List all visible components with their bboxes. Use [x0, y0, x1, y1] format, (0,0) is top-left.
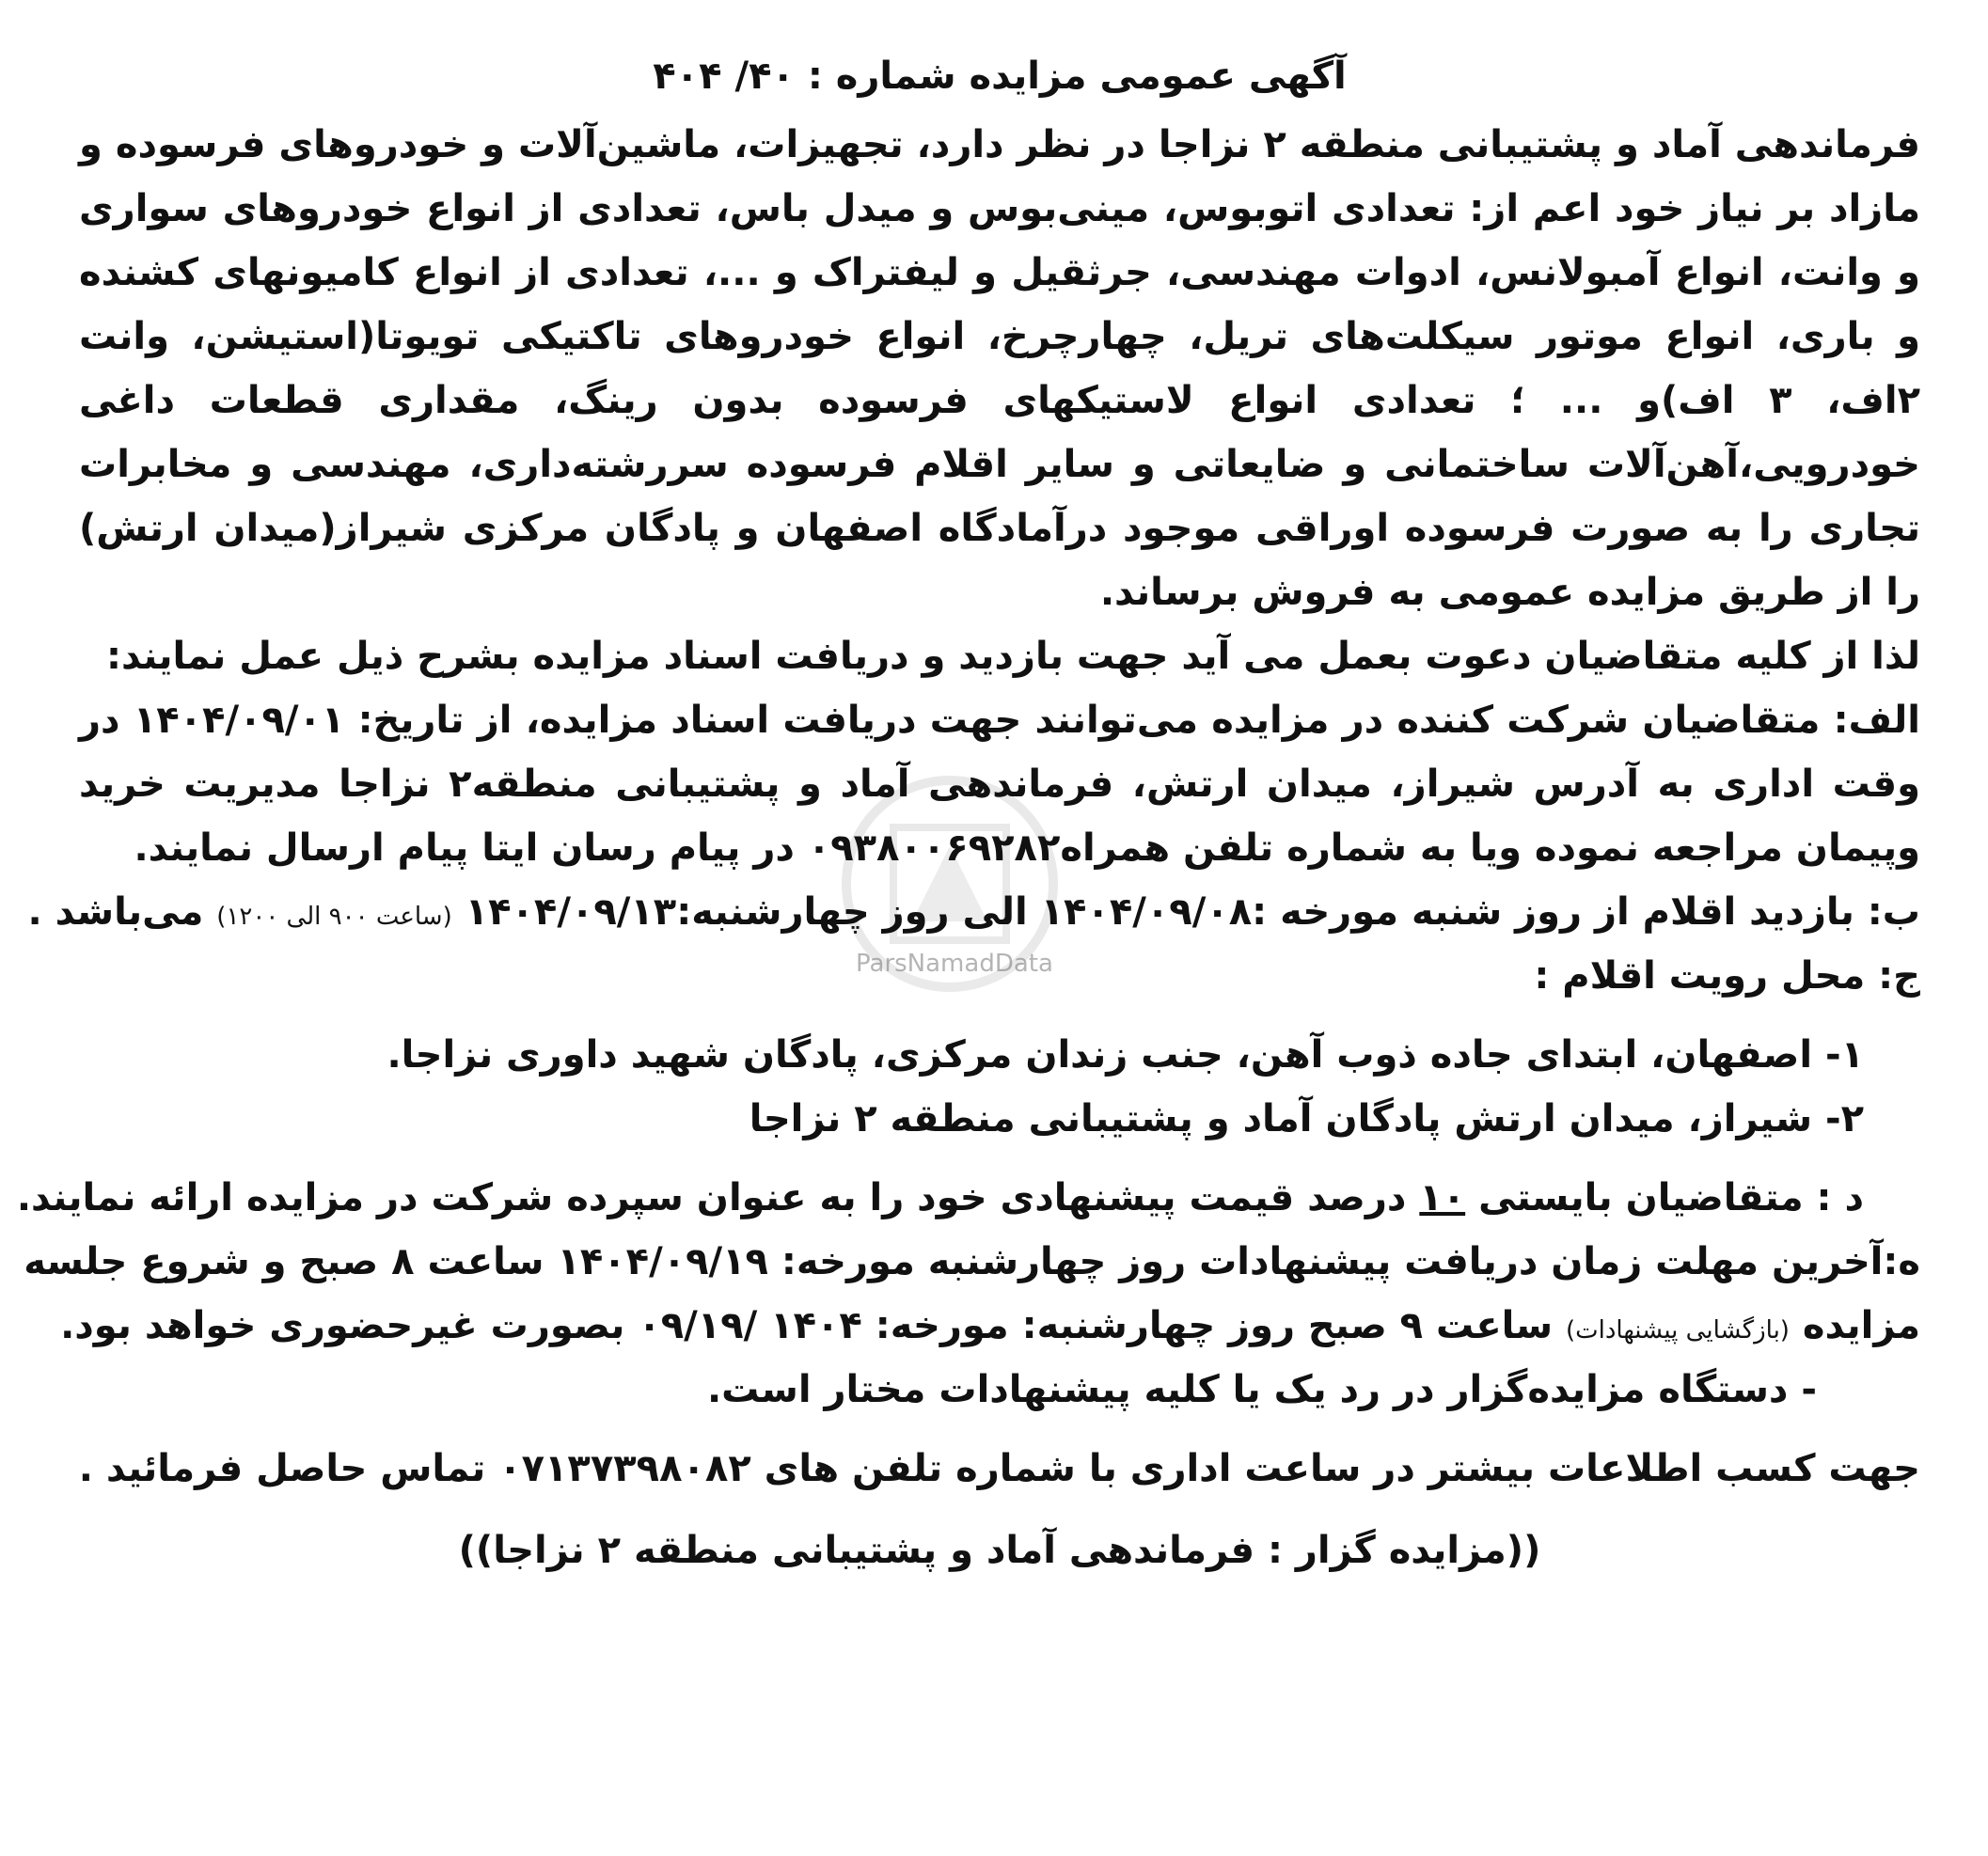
- section-alef: الف: متقاضیان شرکت کننده در مزایده می‌توانند جهت دریافت اسناد مزایده، از تاریخ: ۱۴۰۴/۰۹/۰۱ در وقت اداری به آدرس شیراز، میدان ارتش، فرماندهی آماد و پشتیبانی منطقه۲ نزاجا مدیریت خرید وپیمان مراجعه نموده ویا به شماره تلفن همراه۰۹۳۸۰۰۶۹۲۸۲ در پیام رسان ایتا پیام ارسال نمایند.: [79, 699, 1920, 870]
- rejection-note: - دستگاه مزایده‌گزار در رد یک یا کلیه پیشنهادات مختار است.: [706, 1368, 1817, 1411]
- location-2: ۲- شیراز، میدان ارتش پادگان آماد و پشتیبانی منطقه ۲ نزاجا: [749, 1097, 1864, 1140]
- section-he-line-2: [60, 1294, 1920, 1358]
- section-he-auction: مزایده: [1802, 1304, 1920, 1347]
- deposit-percent: ۱۰: [1419, 1176, 1466, 1219]
- section-be-main: ب: بازدید اقلام از روز شنبه مورخه :۱۴۰۴/۰۹/۰۸ الی روز چهارشنبه:۱۴۰۴/۰۹/۱۳: [465, 890, 1920, 934]
- section-jim-title: ج: محل رویت اقلام :: [1534, 954, 1920, 998]
- section-he-opening: (بازگشایی پیشنهادات): [1565, 1316, 1790, 1345]
- contact-info: جهت کسب اطلاعات بیشتر در ساعت اداری با شماره تلفن های ۰۷۱۳۷۳۹۸۰۸۲ تماس حاصل فرمائید .: [78, 1447, 1920, 1490]
- section-dal-post: درصد قیمت پیشنهادی خود را به عنوان سپرده شرکت در مزایده ارائه نمایند.: [16, 1176, 1407, 1219]
- location-1: ۱- اصفهان، ابتدای جاده ذوب آهن، جنب زندان مرکزی، پادگان شهید داوری نزاجا.: [387, 1033, 1864, 1077]
- invitation-line: لذا از کلیه متقاضیان دعوت بعمل می آید جهت بازدید و دریافت اسناد مزایده بشرح ذیل عمل نمایند:: [106, 635, 1920, 678]
- page-title: آگهی عمومی مزایده شماره : ۴۰/ ۴۰۴: [653, 55, 1347, 98]
- watermark-text: ParsNamadData: [856, 950, 1053, 978]
- section-be-hours: (ساعت ۹۰۰ الی ۱۲۰۰): [216, 903, 452, 931]
- auctioneer-signature: ((مزایده گزار : فرماندهی آماد و پشتیبانی منطقه ۲ نزاجا)): [458, 1529, 1541, 1572]
- section-dal: [16, 1166, 1920, 1230]
- section-he-time: ساعت ۹ صبح روز چهارشنبه: مورخه: ۱۴۰۴ /۰۹/۱۹ بصورت غیرحضوری خواهد بود.: [60, 1304, 1554, 1347]
- section-be: [27, 880, 1920, 944]
- intro-paragraph: فرماندهی آماد و پشتیبانی منطقه ۲ نزاجا در نظر دارد، تجهیزات، ماشین‌آلات و خودروهای فرسوده و مازاد بر نیاز خود اعم از: تعدادی اتوبوس، مینی‌بوس و میدل باس، تعدادی از انواع خودروهای سواری و وانت، انواع آمبولانس، ادوات مهندسی، جرثقیل و لیفتراک و ...، تعدادی از انواع کامیونهای کشنده و باری، انواع موتور سیکلت‌های تریل، چهارچرخ، انواع خودروهای تاکتیکی تویوتا(استیشن، وانت ۲اف، ۳ اف)و ... ؛ تعدادی انواع لاستیکهای فرسوده بدون رینگ، مقداری قطعات داغی خودرویی،آهن‌آلات ساختمانی و ضایعاتی و سایر اقلام فرسوده سررشته‌داری، مهندسی و مخابرات تجاری را به صورت فرسوده اوراقی موجود درآمادگاه اصفهان و پادگان مرکزی شیراز(میدان ارتش) را از طریق مزایده عمومی به فروش برساند.: [79, 123, 1920, 614]
- section-dal-pre: د : متقاضیان بایستی: [1478, 1176, 1864, 1219]
- section-he-line-1: ه:آخرین مهلت زمان دریافت پیشنهادات روز چهارشنبه مورخه: ۱۴۰۴/۰۹/۱۹ ساعت ۸ صبح و شروع جلسه: [24, 1240, 1920, 1283]
- section-be-end: می‌باشد .: [27, 890, 204, 934]
